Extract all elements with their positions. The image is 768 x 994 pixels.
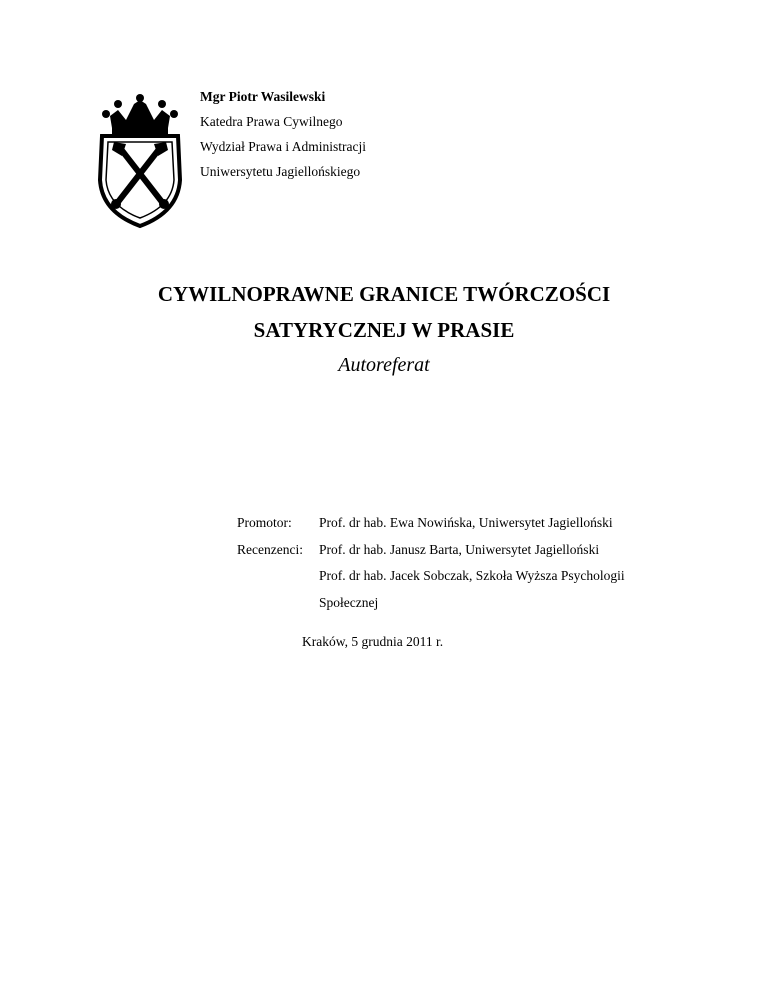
reviewers-label: Recenzenci: bbox=[237, 541, 303, 557]
promotor-row bbox=[237, 510, 625, 537]
author-university: Uniwersytetu Jagiellońskiego bbox=[200, 164, 361, 179]
author-block bbox=[200, 84, 366, 184]
university-coat-of-arms-logo bbox=[88, 84, 192, 232]
author-department: Katedra Prawa Cywilnego bbox=[200, 114, 343, 129]
promotor-label: Promotor: bbox=[237, 515, 292, 530]
promotor-value: Prof. dr hab. Ewa Nowińska, Uniwersytet Jagielloński bbox=[319, 515, 613, 530]
reviewer-1: Prof. dr hab. Janusz Barta, Uniwersytet Jagielloński bbox=[319, 541, 600, 557]
author-faculty: Wydział Prawa i Administracji bbox=[200, 139, 367, 154]
reviewer-2-row bbox=[237, 563, 625, 590]
document-title-line-2: SATYRYCZNEJ W PRASIE bbox=[253, 318, 515, 342]
reviewer-2: Prof. dr hab. Jacek Sobczak, Szkoła Wyższa Psychologii bbox=[319, 568, 625, 583]
committee-block bbox=[237, 510, 625, 616]
document-subtitle: Autoreferat bbox=[338, 354, 430, 376]
document-title-line-1: CYWILNOPRAWNE GRANICE TWÓRCZOŚCI bbox=[157, 282, 611, 306]
reviewer-2-cont-row bbox=[237, 590, 625, 617]
reviewers-row bbox=[237, 537, 625, 564]
author-name: Mgr Piotr Wasilewski bbox=[200, 89, 326, 104]
reviewer-2-continued: Społecznej bbox=[319, 594, 379, 610]
place-and-date: Kraków, 5 grudnia 2011 r. bbox=[302, 634, 444, 649]
